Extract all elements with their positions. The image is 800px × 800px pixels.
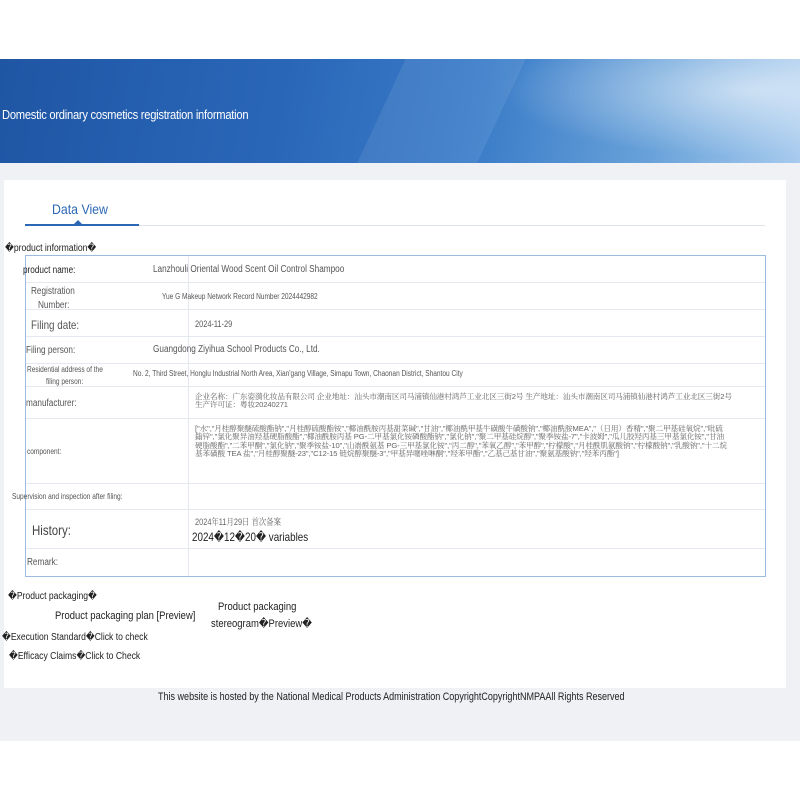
footer-copyright: This website is hosted by the National Medical Products Administration CopyrightCopyrightNMPAAll Rights Reserved [158,691,625,703]
product-name-value: Lanzhouli Oriental Wood Scent Oil Control Shampoo [153,264,345,275]
manufacturer-label: manufacturer: [26,398,77,409]
filing-date-value: 2024-11-29 [195,319,233,329]
manufacturer-value: 企业名称：广东姿漪化妆品有限公司 企业地址：汕头市潮南区司马浦镇仙港村鸿芦工业北区三街2号 生产地址：汕头市潮南区司马浦镇仙港村鸿芦工业北区三街2号 生产许可证：粤妆20240271 [195,392,732,410]
history-entry-2: 2024�12�20� variables [192,530,309,544]
supervision-label: Supervision and inspection after filing: [12,492,123,501]
row-residential-address [26,364,765,387]
row-product-name [23,256,765,283]
packaging-stereogram-link-1[interactable]: Product packaging [218,601,297,613]
row-registration-number [26,283,765,310]
banner-glow [480,59,800,163]
product-info-table [12,255,766,577]
product-name-label: product name: [23,265,76,276]
row-remark [26,549,765,576]
row-component [26,419,765,484]
row-filing-date [26,310,765,337]
registration-number-label-2: Number: [38,300,70,311]
row-manufacturer [26,387,765,419]
remark-label: Remark: [27,557,58,568]
execution-standard-link[interactable]: �Execution Standard�Click to check [2,632,148,643]
packaging-stereogram-link-2[interactable]: stereogram�Preview� [211,618,312,630]
component-label: component: [27,447,62,456]
history-entry-1: 2024年11月29日 首次备案 [195,517,282,527]
filing-date-label: Filing date: [31,318,80,332]
row-filing-person [26,337,765,364]
filing-person-value: Guangdong Ziyihua School Products Co., Ltd. [153,344,320,355]
tab-active-indicator [25,224,139,226]
history-label: History: [32,522,71,538]
efficacy-claims-link[interactable]: �Efficacy Claims�Click to Check [9,651,141,662]
packaging-plan-preview-link[interactable]: Product packaging plan [Preview] [55,610,196,622]
page-title: Domestic ordinary cosmetics registration information [2,107,249,122]
section-product-information: �product information� [5,243,97,254]
row-supervision [12,484,765,510]
row-history [26,510,765,549]
filing-person-label: Filing person: [26,345,76,356]
residential-address-value: No. 2, Third Street, Honglu Industrial North Area, Xian'gang Village, Simapu Town, Chaonan District, Shantou City [133,369,463,378]
component-value: ["水","月桂醇聚醚硫酸酯钠","月桂醇硫酸酯铵","椰油酰胺丙基甜菜碱","甘油","椰油酰甲基牛磺酸牛磺酸钠","椰油酰胺MEA","（日用）香精","聚二甲基硅氧烷","吡硫鎓锌","氯化聚异油羟基硬脂酸酯","椰油酰胺丙基 PG-二甲基氯化铵磷酸酯钠","氯化钠","聚二甲基硅烷醇","聚季铵盐-7","卡波姆","瓜儿胶羟丙基三甲基氯化铵","甘油硬脂酸酯","二苯甲酮","氯化钠","聚季铵盐-10","山嵛酰氨基 PG-三甲基氯化铵","丙二醇","苯氧乙醇","苯甲醇","柠檬酸","月桂酰肌氨酸钠","柠檬酸钠","乳酸钠","十二烷基苯磺酸 TEA 盐","月桂醇聚醚-23","C12-15 链烷醇聚醚-3","甲基异噻唑啉酮","羟苯甲酯","乙基己基甘油","聚氨基酸钠","羟苯丙酯"] [195,424,727,459]
registration-number-value: Yue G Makeup Network Record Number 2024442982 [162,292,318,301]
section-product-packaging: �Product packaging� [8,591,97,602]
tab-data-view[interactable]: Data View [52,201,108,217]
tab-caret-icon [74,220,82,224]
residential-address-label-1: Residential address of the [27,365,103,374]
residential-address-label-2: filing person: [46,377,84,386]
registration-number-label-1: Registration [31,286,75,297]
